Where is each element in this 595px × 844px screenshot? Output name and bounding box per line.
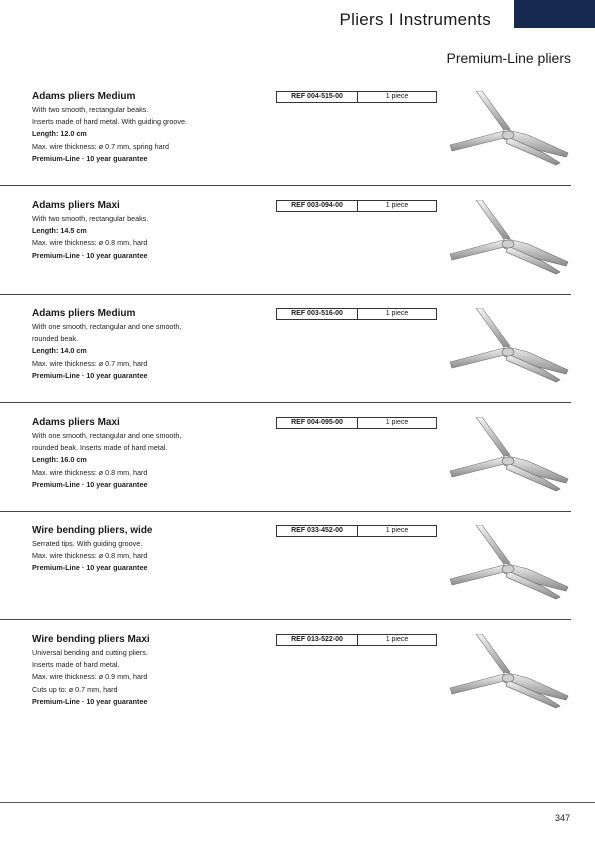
product-description-line: Premium-Line · 10 year guarantee bbox=[32, 479, 148, 489]
page-divider bbox=[0, 802, 595, 803]
product-description-line: Cuts up to: ø 0.7 mm, hard bbox=[32, 684, 118, 694]
product-description-line: Length: 12.0 cm bbox=[32, 129, 87, 139]
product-description-line: Length: 14.5 cm bbox=[32, 226, 87, 236]
product-description-line: With two smooth, rectangular beaks. bbox=[32, 214, 149, 223]
product-description-line: Inserts made of hard metal. bbox=[32, 660, 120, 670]
product-description-line: Premium-Line · 10 year guarantee bbox=[32, 563, 148, 573]
pliers-image bbox=[448, 417, 572, 499]
ref-box bbox=[276, 634, 437, 646]
product-description-line: rounded beak. bbox=[32, 334, 78, 344]
product-description bbox=[32, 430, 262, 491]
quantity: 1 piece bbox=[385, 419, 409, 426]
quantity: 1 piece bbox=[385, 636, 409, 643]
product-description bbox=[32, 321, 262, 382]
product-description-line: Premium-Line · 10 year guarantee bbox=[32, 250, 148, 260]
pliers-image bbox=[448, 525, 572, 607]
product-description-line: Universal bending and cutting pliers. bbox=[32, 648, 148, 657]
ref-number: REF 003-094-00 bbox=[277, 201, 358, 211]
ref-number: REF 004-515-00 bbox=[277, 92, 358, 102]
ref-box bbox=[276, 525, 437, 537]
product-description-line: With one smooth, rectangular and one smooth, bbox=[32, 322, 182, 331]
product-description-line: Max. wire thickness: ø 0.7 mm, spring hard bbox=[32, 141, 170, 151]
quantity: 1 piece bbox=[385, 93, 409, 100]
product-name: Adams pliers Medium bbox=[32, 308, 136, 319]
product-item bbox=[0, 200, 595, 308]
product-description-line: Length: 14.0 cm bbox=[32, 346, 87, 356]
product-description bbox=[32, 538, 262, 575]
product-item bbox=[0, 417, 595, 525]
pliers-image bbox=[448, 308, 572, 390]
product-divider bbox=[0, 294, 571, 295]
product-name: Adams pliers Maxi bbox=[32, 200, 120, 211]
product-description bbox=[32, 647, 262, 708]
product-divider bbox=[0, 619, 571, 620]
header-title: Pliers I Instruments bbox=[339, 10, 491, 29]
product-description-line: Max. wire thickness: ø 0.8 mm, hard bbox=[32, 238, 148, 248]
product-name: Adams pliers Medium bbox=[32, 91, 136, 102]
product-item bbox=[0, 91, 595, 199]
ref-box bbox=[276, 91, 437, 103]
ref-box bbox=[276, 200, 437, 212]
section-title: Premium-Line pliers bbox=[446, 50, 571, 66]
ref-number: REF 013-522-00 bbox=[277, 635, 358, 645]
product-description-line: Max. wire thickness: ø 0.8 mm, hard bbox=[32, 551, 148, 561]
ref-number: REF 004-095-00 bbox=[277, 418, 358, 428]
pliers-image bbox=[448, 91, 572, 173]
product-description-line: Inserts made of hard metal. With guiding groove. bbox=[32, 117, 188, 127]
product-description-line: rounded beak. Inserts made of hard metal. bbox=[32, 443, 168, 453]
product-description-line: Max. wire thickness: ø 0.8 mm, hard bbox=[32, 467, 148, 477]
pliers-image bbox=[448, 200, 572, 282]
page-number: 347 bbox=[554, 813, 570, 823]
ref-number: REF 033-452-00 bbox=[277, 526, 358, 536]
product-description-line: With one smooth, rectangular and one smooth, bbox=[32, 431, 182, 440]
product-description-line: Max. wire thickness: ø 0.7 mm, hard bbox=[32, 358, 148, 368]
product-description-line: Serrated tips. With guiding groove. bbox=[32, 539, 143, 548]
product-description-line: Premium-Line · 10 year guarantee bbox=[32, 696, 148, 706]
product-name: Adams pliers Maxi bbox=[32, 417, 120, 428]
product-description-line: Length: 16.0 cm bbox=[32, 455, 87, 465]
product-description-line: Premium-Line · 10 year guarantee bbox=[32, 153, 148, 163]
product-description bbox=[32, 213, 262, 262]
ref-number: REF 003-516-00 bbox=[277, 309, 358, 319]
ref-box bbox=[276, 308, 437, 320]
product-item bbox=[0, 634, 595, 742]
header-accent-bar bbox=[514, 0, 595, 28]
product-divider bbox=[0, 511, 571, 512]
product-description-line: Premium-Line · 10 year guarantee bbox=[32, 370, 148, 380]
quantity: 1 piece bbox=[385, 310, 409, 317]
product-divider bbox=[0, 402, 571, 403]
product-item bbox=[0, 525, 595, 633]
quantity: 1 piece bbox=[385, 202, 409, 209]
pliers-image bbox=[448, 634, 572, 716]
product-name: Wire bending pliers, wide bbox=[32, 525, 153, 536]
product-description-line: With two smooth, rectangular beaks. bbox=[32, 105, 149, 114]
ref-box bbox=[276, 417, 437, 429]
product-divider bbox=[0, 185, 571, 186]
product-item bbox=[0, 308, 595, 416]
product-name: Wire bending pliers Maxi bbox=[32, 634, 150, 645]
quantity: 1 piece bbox=[385, 527, 409, 534]
product-description bbox=[32, 104, 262, 165]
product-description-line: Max. wire thickness: ø 0.9 mm, hard bbox=[32, 672, 148, 682]
